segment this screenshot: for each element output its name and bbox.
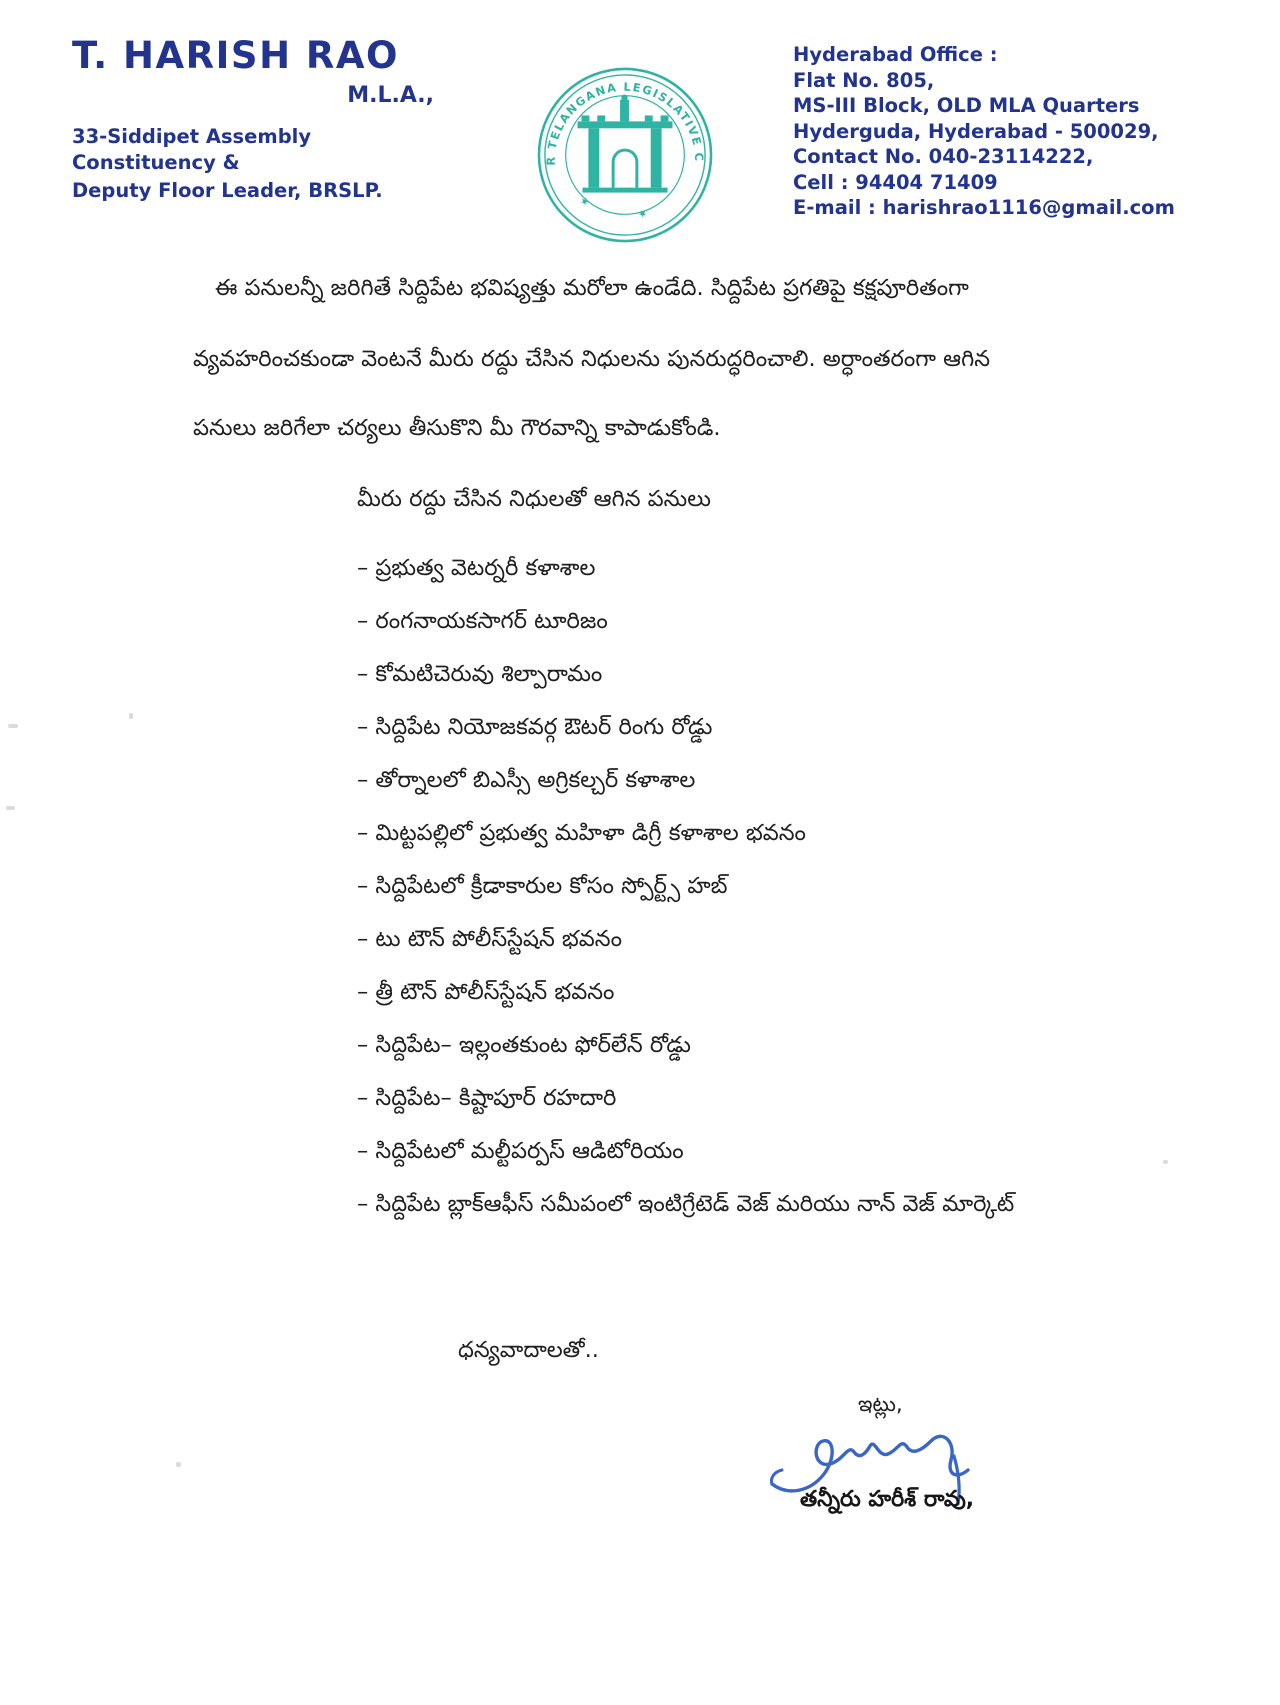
cancelled-works-list [357,552,1014,1241]
scan-speck [6,806,15,810]
office-line: Cell : 94404 71409 [793,170,998,194]
list-item: – టు టౌన్ పోలీస్‌స్టేషన్ భవనం [357,926,622,952]
list-item: – మిట్టపల్లిలో ప్రభుత్వ మహిళా డిగ్రీ కళాశాల భవనం [357,820,806,846]
legislative-council-seal-icon [536,66,714,244]
office-heading: Hyderabad Office : [793,43,998,66]
sender-designation: M.L.A., [347,82,434,108]
office-line: Flat No. 805, [793,68,935,92]
list-item: – త్రీ టౌన్ పోలీస్‌స్టేషన్ భవనం [357,979,615,1005]
works-list-heading: మీరు రద్దు చేసిన నిధులతో ఆగిన పనులు [357,486,711,512]
svg-text:★ ★ [578,195,672,221]
floor-leader-line: Deputy Floor Leader, BRSLP. [72,179,383,203]
list-item: – కోమటిచెరువు శిల్పారామం [357,661,603,687]
seal-bottom-stars: ★ ★ [577,195,673,222]
office-address-block [793,42,1243,221]
list-item: – సిద్దిపేట నియోజకవర్గ ఔటర్ రింగు రోడ్డు [357,714,713,740]
office-line: MS-III Block, OLD MLA Quarters [793,94,1140,117]
scan-speck [8,724,18,728]
list-item: – సిద్దిపేటలో క్రీడాకారుల కోసం స్పోర్ట్స్ హబ్ [357,873,728,899]
scan-speck [129,713,133,719]
seal-ring-text: R TELANGANA LEGISLATIVE C [543,79,707,166]
list-item: – తోర్నాలలో బిఎస్సీ అగ్రికల్చర్ కళాశాల [357,767,696,793]
seal-graphic [536,66,714,244]
scan-speck [176,1462,181,1467]
closing-thanks: ధన్యవాదాలతో.. [458,1337,599,1363]
body-paragraph-line: వ్యవహరించకుండా వెంటనే మీరు రద్దు చేసిన నిధులను పునరుద్ధరించాలి. అర్ధాంతరంగా ఆగిన [193,346,991,372]
office-line: Contact No. 040-23114222, [793,145,1094,168]
office-email: E-mail : harishrao1116@gmail.com [793,196,1175,219]
body-paragraph-line: పనులు జరిగేలా చర్యలు తీసుకొని మీ గౌరవాన్ని కాపాడుకోండి. [193,415,721,441]
constituency-line: 33-Siddipet Assembly Constituency & [72,124,312,174]
kakatiya-arch-icon [578,94,673,192]
letterhead-left [72,36,442,205]
list-item: – సిద్దిపేట– ఇల్లంతకుంట ఫోర్‌లేన్ రోడ్డు [357,1032,691,1058]
office-line: Hyderguda, Hyderabad - 500029, [793,119,1159,143]
body-paragraph-line: ఈ పనులన్నీ జరిగితే సిద్దిపేట భవిష్యత్తు మరోలా ఉండేది. సిద్దిపేట ప్రగతిపై కక్షపూరితంగా [215,275,969,301]
list-item: – రంగనాయకసాగర్ టూరిజం [357,608,608,634]
signer-name: తన్నీరు హరీశ్ రావు, [800,1487,975,1512]
scan-speck [1163,1160,1168,1164]
list-item: – సిద్దిపేట– కిష్టాపూర్ రహదారి [357,1085,617,1111]
list-item: – సిద్దిపేటలో మల్టీపర్పస్ ఆడిటోరియం [357,1138,684,1164]
list-item: – ప్రభుత్వ వెటర్నరీ కళాశాల [357,555,596,581]
list-item: – సిద్దిపేట బ్లాక్‌ఆఫీస్ సమీపంలో ఇంటిగ్రేటెడ్ వెజ్ మరియు నాన్ వెజ్ మార్కెట్ [357,1191,1015,1217]
signature-itlu: ఇట్లు, [858,1392,903,1416]
sender-name: T. HARISH RAO [72,34,399,77]
